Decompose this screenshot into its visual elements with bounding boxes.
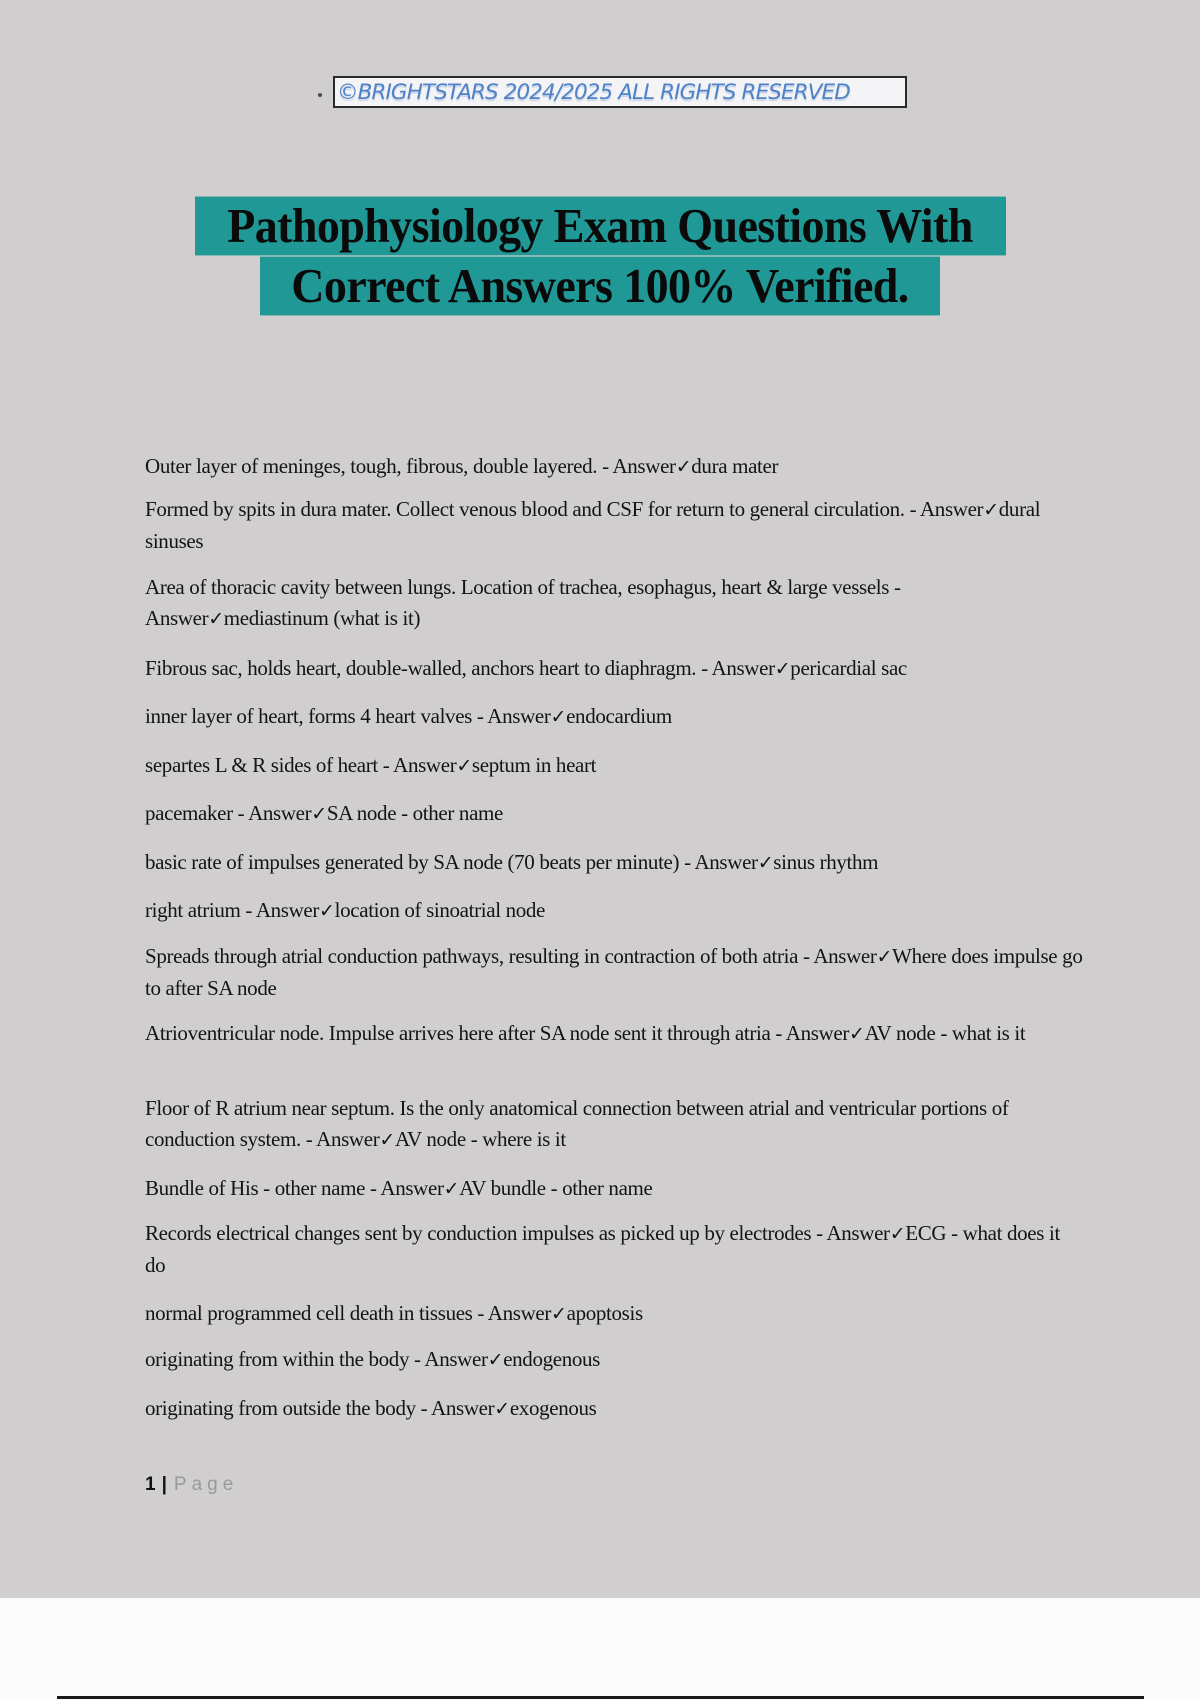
answer-text: septum in heart — [471, 753, 597, 777]
page-footer — [145, 1474, 238, 1496]
qa-item — [145, 1173, 1085, 1205]
qa-item — [145, 494, 1085, 557]
answer-text: sinus rhythm — [773, 850, 879, 874]
title-line-2: Correct Answers 100% Verified. — [260, 257, 940, 316]
checkmark-icon: ✓ — [487, 1349, 504, 1371]
question-text: Spreads through atrial conduction pathways, resulting in contraction of both atria - — [145, 944, 814, 968]
answer-label: Answer — [612, 454, 676, 478]
question-text: Formed by spits in dura mater. Collect venous blood and CSF for return to general circulation. - — [145, 497, 920, 521]
answer-label: Answer — [785, 1021, 849, 1045]
question-text: separtes L & R sides of heart - — [145, 753, 394, 777]
answer-label: Answer — [255, 898, 320, 922]
page-label: Page — [173, 1474, 239, 1495]
checkmark-icon: ✓ — [551, 1303, 567, 1325]
qa-item — [145, 701, 1085, 733]
question-text: right atrium - — [145, 898, 256, 922]
page-title — [0, 198, 1200, 314]
checkmark-icon: ✓ — [494, 1398, 510, 1420]
question-text: Records electrical changes sent by conduction impulses as picked up by electrodes - — [145, 1221, 827, 1245]
checkmark-icon: ✓ — [208, 608, 224, 630]
answer-text: SA node - other name — [326, 801, 503, 825]
question-text: normal programmed cell death in tissues - — [145, 1301, 488, 1325]
question-text: Floor of R atrium near septum. Is the only anatomical connection between atrial and ventricular portions of conduction system. - — [145, 1096, 1009, 1151]
answer-label: Answer — [919, 497, 984, 521]
answer-text: endogenous — [503, 1347, 601, 1371]
question-text: Area of thoracic cavity between lungs. Location of trachea, esophagus, heart & large vessels - — [145, 575, 901, 599]
answer-label: Answer — [487, 704, 551, 728]
answer-text: apoptosis — [566, 1301, 643, 1325]
bullet-dot-icon — [318, 93, 322, 97]
qa-item — [145, 572, 1085, 635]
answer-text: location of sinoatrial node — [334, 898, 546, 922]
qa-item — [145, 1093, 1085, 1156]
qa-item — [145, 1298, 1085, 1330]
checkmark-icon: ✓ — [319, 900, 335, 922]
answer-label: Answer — [711, 656, 775, 680]
checkmark-icon: ✓ — [848, 1023, 865, 1045]
footer-separator: | — [161, 1474, 167, 1495]
page-number: 1 — [145, 1474, 156, 1495]
checkmark-icon: ✓ — [379, 1129, 395, 1151]
answer-label: Answer — [424, 1347, 488, 1371]
qa-item — [145, 1344, 1085, 1376]
answer-label: Answer — [316, 1127, 380, 1151]
answer-label: Answer — [431, 1396, 495, 1420]
answer-text: AV node - where is it — [394, 1127, 566, 1151]
question-text: originating from outside the body - — [145, 1396, 432, 1420]
answer-label: Answer — [145, 606, 209, 630]
question-text: inner layer of heart, forms 4 heart valves - — [145, 704, 488, 728]
answer-text: mediastinum (what is it) — [223, 606, 421, 630]
question-text: Outer layer of meninges, tough, fibrous, double layered. - — [145, 454, 613, 478]
answer-text: pericardial sac — [790, 656, 907, 680]
answer-label: Answer — [826, 1221, 890, 1245]
checkmark-icon: ✓ — [456, 755, 472, 777]
answer-label: Answer — [694, 850, 758, 874]
qa-item — [145, 1019, 1085, 1048]
checkmark-icon: ✓ — [311, 803, 327, 825]
qa-item — [145, 750, 1085, 782]
question-text: originating from within the body - — [145, 1347, 425, 1371]
qa-item — [145, 847, 1085, 879]
qa-item — [145, 653, 1085, 685]
answer-text: ECG - what does it do — [145, 1221, 1060, 1277]
checkmark-icon: ✓ — [774, 658, 791, 680]
qa-item — [145, 798, 1085, 830]
answer-text: AV bundle - other name — [459, 1176, 653, 1200]
answer-label: Answer — [248, 801, 312, 825]
checkmark-icon: ✓ — [876, 946, 893, 968]
checkmark-icon: ✓ — [757, 852, 774, 874]
checkmark-icon: ✓ — [889, 1223, 906, 1245]
qa-item — [145, 895, 1085, 927]
qa-item — [145, 941, 1085, 1004]
qa-item — [145, 1393, 1085, 1425]
title-line-1: Pathophysiology Exam Questions With — [195, 197, 1006, 256]
question-text: Bundle of His - other name - — [145, 1176, 381, 1200]
answer-text: AV node - what is it — [864, 1021, 1026, 1045]
qa-item — [145, 1218, 1085, 1281]
answer-text: dura mater — [691, 454, 779, 478]
answer-label: Answer — [813, 944, 877, 968]
checkmark-icon: ✓ — [550, 706, 567, 728]
checkmark-icon: ✓ — [983, 499, 999, 521]
answer-text: exogenous — [509, 1396, 597, 1420]
answer-text: endocardium — [566, 704, 672, 728]
next-page-top-rule — [57, 1696, 1144, 1699]
copyright-header — [318, 74, 907, 110]
answer-text: Where does impulse go to after SA node — [145, 944, 1083, 1000]
answer-label: Answer — [393, 753, 457, 777]
question-text: Fibrous sac, holds heart, double-walled, anchors heart to diaphragm. - — [145, 656, 712, 680]
question-text: basic rate of impulses generated by SA node (70 beats per minute) - — [145, 850, 695, 874]
checkmark-icon: ✓ — [675, 456, 692, 478]
answer-label: Answer — [380, 1176, 444, 1200]
copyright-notice: ©BRIGHTSTARS 2024/2025 ALL RIGHTS RESERVED — [333, 76, 907, 108]
qa-item — [145, 451, 1085, 483]
checkmark-icon: ✓ — [443, 1178, 460, 1200]
answer-label: Answer — [487, 1301, 552, 1325]
answer-text: dural sinuses — [145, 497, 1041, 553]
question-text: Atrioventricular node. Impulse arrives here after SA node sent it through atria - — [145, 1021, 786, 1045]
question-text: pacemaker - — [145, 801, 249, 825]
